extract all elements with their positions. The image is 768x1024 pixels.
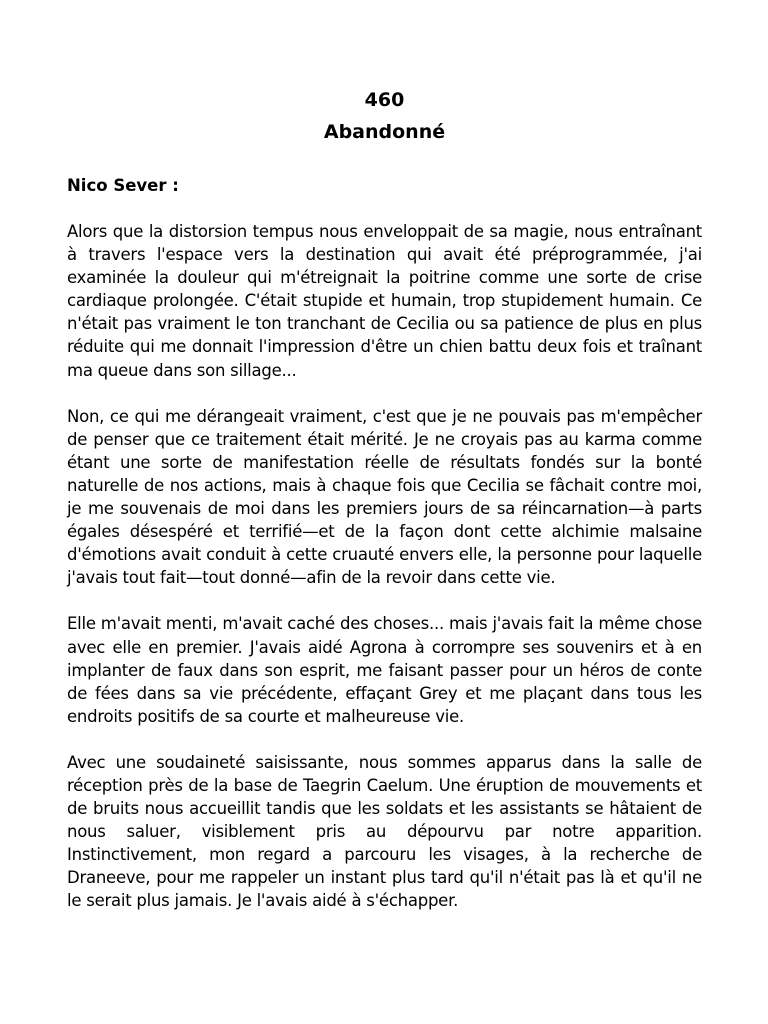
paragraph-2: Non, ce qui me dérangeait vraiment, c'est que je ne pouvais pas m'empêcher de penser que ce traitement était mérité. Je ne croyais pas au karma comme étant une sorte de manifestation réelle de résultats fondés sur la bonté naturelle de nos actions, mais à chaque fois que Cecilia se fâchait contre moi, je me souvenais de moi dans les premiers jours de sa réincarnation—à parts égales désespéré et terrifié—et de la façon dont cette alchimie malsaine d'émotions avait conduit à cette cruauté envers elle, la personne pour laquelle j'avais tout fait—tout donné—afin de la revoir dans cette vie. [67,406,702,588]
speaker-heading: Nico Sever : [67,176,179,195]
paragraph-4: Avec une soudaineté saisissante, nous sommes apparus dans la salle de réception près de la base de Taegrin Caelum. Une éruption de mouvements et de bruits nous accueillit tandis que les soldats et les assistants se hâtaient de nous saluer, visiblement pris au dépourvu par notre apparition. Instinctivement, mon regard a parcouru les visages, à la recherche de Draneeve, pour me rappeler un instant plus tard qu'il n'était pas là et qu'il ne le serait plus jamais. Je l'avais aidé à s'échapper. [67,752,702,911]
chapter-title: Abandonné [323,121,446,143]
document-page [67,84,702,913]
chapter-number: 460 [364,89,405,111]
paragraph-3: Elle m'avait menti, m'avait caché des choses... mais j'avais fait la même chose avec elle en premier. J'avais aidé Agrona à corrompre ses souvenirs et à en implanter de faux dans son esprit, me faisant passer pour un héros de conte de fées dans sa vie précédente, effaçant Grey et me plaçant dans tous les endroits positifs de sa courte et malheureuse vie. [67,614,702,726]
paragraph-1: Alors que la distorsion tempus nous enveloppait de sa magie, nous entraînant à travers l'espace vers la destination qui avait été préprogrammée, j'ai examinée la douleur qui m'étreignait la poitrine comme une sorte de crise cardiaque prolongée. C'était stupide et humain, trop stupidement humain. Ce n'était pas vraiment le ton tranchant de Cecilia ou sa patience de plus en plus réduite qui me donnait l'impression d'être un chien battu deux fois et traînant ma queue dans son sillage... [67,222,702,380]
